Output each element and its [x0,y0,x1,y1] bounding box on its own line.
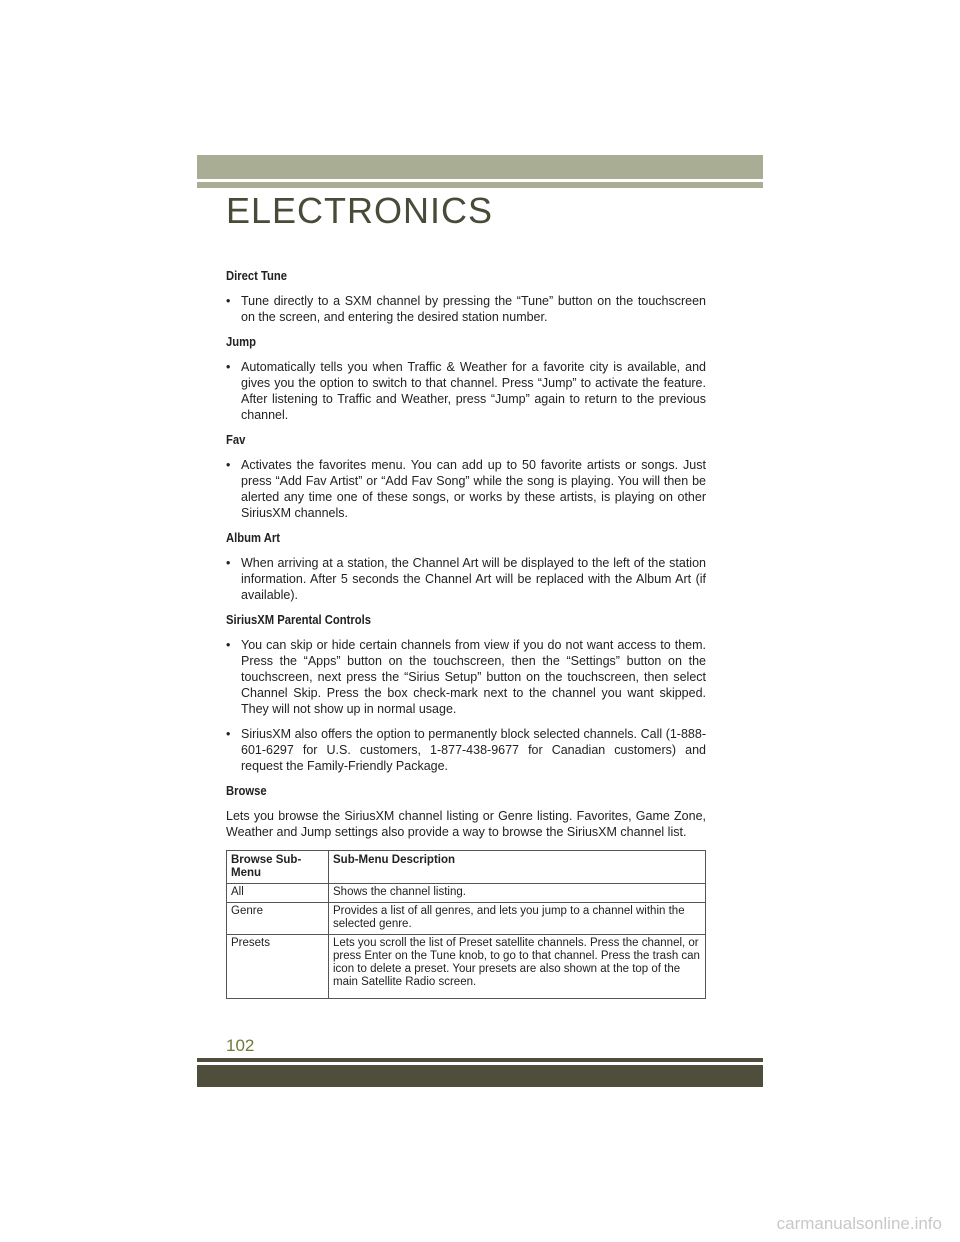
table-cell: Shows the channel listing. [329,884,706,903]
bullet-item: • Tune directly to a SXM channel by pressing the “Tune” button on the touchscreen on the screen, and entering the desired station number. [226,294,706,324]
page-number: 102 [226,1036,255,1055]
watermark: carmanualsonline.info [776,1214,942,1233]
heading-fav: Fav [226,433,246,447]
table-cell: Genre [227,903,329,935]
bullet-icon: • [226,727,231,741]
bullet-item: • You can skip or hide certain channels from view if you do not want access to them. Press the “Apps” button on the touchscreen, then the “Settings” button on the touchscreen, next press the “Sirius Setup” button on the touchscreen, then select Channel Skip. Press the box check-mark next to the channel you want skipped. They will not show up in normal usage. [226,638,706,716]
heading-album-art: Album Art [226,531,280,545]
table-cell: All [227,884,329,903]
bullet-icon: • [226,294,231,308]
bullet-item: • Automatically tells you when Traffic & Weather for a favorite city is available, and gives you the option to switch to that channel. Press “Jump” to activate the feature. After listening to Traffic and Weather, press “Jump” again to return to the previous channel. [226,360,706,422]
table-header-cell: Browse Sub-Menu [227,851,329,884]
bullet-icon: • [226,458,231,472]
table-row [227,884,706,903]
table-header-row [227,851,706,884]
table-row [227,935,706,999]
table-cell: Lets you scroll the list of Preset satellite channels. Press the channel, or press Enter on the Tune knob, to go to that channel. Press the trash can icon to delete a preset. Your presets are also shown at the top of the main Satellite Radio screen. [329,935,706,999]
bullet-icon: • [226,638,231,652]
page-content [226,268,706,999]
table-header-cell: Sub-Menu Description [329,851,706,884]
heading-parental-controls: SiriusXM Parental Controls [226,613,372,627]
browse-table [226,850,706,999]
heading-browse: Browse [226,784,267,798]
heading-jump: Jump [226,335,257,349]
browse-paragraph: Lets you browse the SiriusXM channel listing or Genre listing. Favorites, Game Zone, Weather and Jump settings also provide a way to browse the SiriusXM channel list. [226,809,706,839]
header-band [197,155,763,179]
bullet-item: • Activates the favorites menu. You can add up to 50 favorite artists or songs. Just press “Add Fav Artist” or “Add Fav Song” while the song is playing. You will then be alerted any time one of these songs, or works by these artists, is playing on other SiriusXM channels. [226,458,706,520]
heading-direct-tune: Direct Tune [226,269,288,283]
bullet-item: • SiriusXM also offers the option to permanently block selected channels. Call (1-888-601-6297 for U.S. customers, 1-877-438-9677 for Canadian customers) and request the Family-Friendly Package. [226,727,706,773]
header-rule [197,182,763,188]
table-row [227,903,706,935]
table-cell: Presets [227,935,329,999]
bullet-icon: • [226,360,231,374]
bullet-icon: • [226,556,231,570]
section-title: ELECTRONICS [226,190,494,231]
table-cell: Provides a list of all genres, and lets you jump to a channel within the selected genre. [329,903,706,935]
footer-band [197,1065,763,1087]
bullet-item: • When arriving at a station, the Channel Art will be displayed to the left of the station information. After 5 seconds the Channel Art will be replaced with the Album Art (if available). [226,556,706,602]
footer-rule [197,1058,763,1062]
